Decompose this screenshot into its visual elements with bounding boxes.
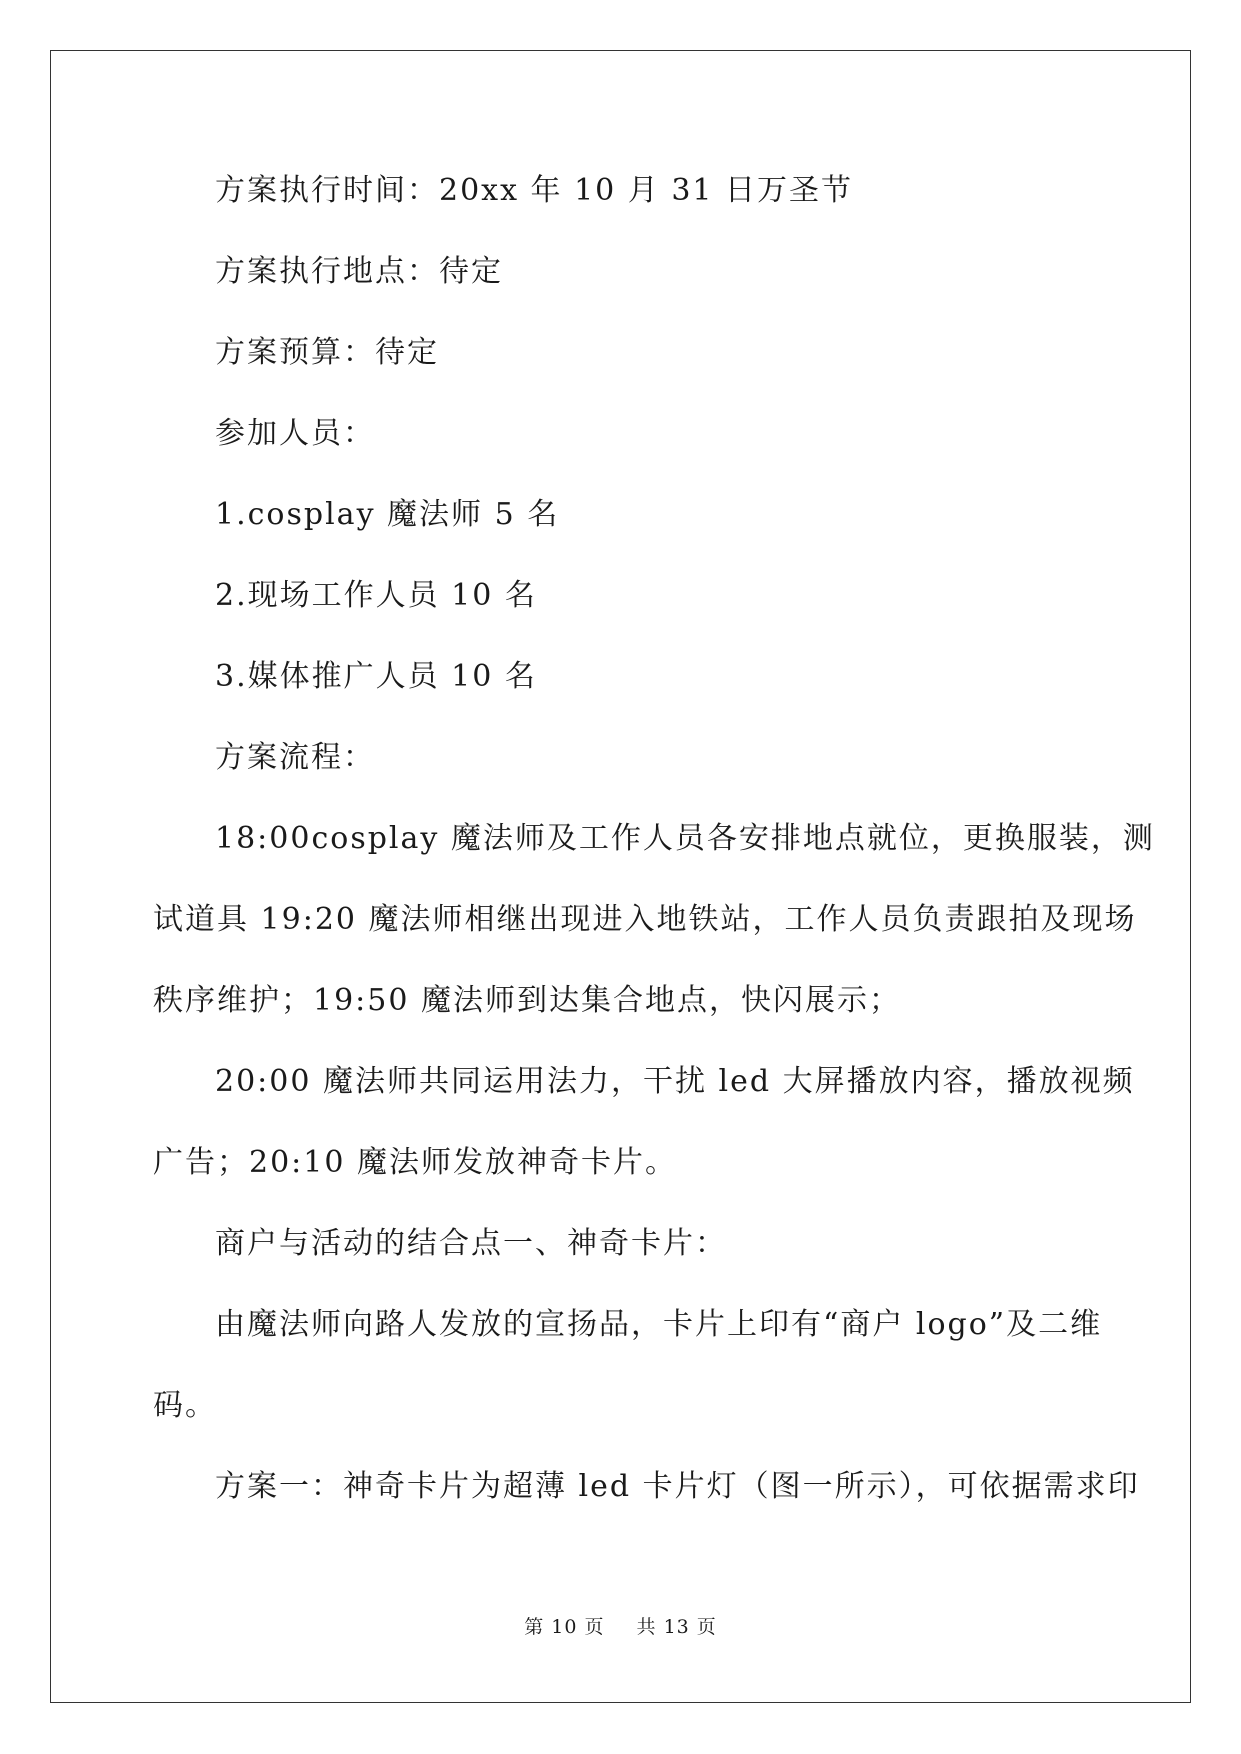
text-line: 码。 bbox=[153, 1388, 217, 1423]
text-line: 方案执行地点：待定 bbox=[215, 254, 503, 289]
list-item-cosplay bbox=[153, 474, 1091, 555]
text-line: 广告；20:10 魔法师发放神奇卡片。 bbox=[153, 1145, 677, 1180]
page-footer bbox=[0, 1612, 1241, 1639]
paragraph-process-1800 bbox=[153, 798, 1155, 1041]
paragraph-process-heading bbox=[153, 717, 1091, 798]
paragraph-process-2000 bbox=[153, 1041, 1135, 1203]
text-line: 方案预算：待定 bbox=[215, 335, 439, 370]
text-line: 3.媒体推广人员 10 名 bbox=[215, 659, 537, 694]
text-line: 18:00cosplay 魔法师及工作人员各安排地点就位，更换服装，测 bbox=[215, 821, 1155, 856]
paragraph-plan-one bbox=[153, 1446, 1140, 1527]
paragraph-execution-time bbox=[153, 150, 1091, 231]
text-line: 由魔法师向路人发放的宣扬品，卡片上印有“商户 logo”及二维 bbox=[215, 1307, 1103, 1342]
text-line: 试道具 19:20 魔法师相继出现进入地铁站，工作人员负责跟拍及现场 bbox=[153, 902, 1137, 937]
text-line: 方案一：神奇卡片为超薄 led 卡片灯（图一所示），可依据需求印 bbox=[215, 1469, 1140, 1504]
text-line: 2.现场工作人员 10 名 bbox=[215, 578, 537, 613]
text-line: 20:00 魔法师共同运用法力，干扰 led 大屏播放内容，播放视频 bbox=[215, 1064, 1135, 1099]
text-line: 商户与活动的结合点一、神奇卡片： bbox=[215, 1226, 727, 1261]
paragraph-participants-heading bbox=[153, 393, 1091, 474]
paragraph-card-description bbox=[153, 1284, 1103, 1446]
page-number: 第 10 页 bbox=[524, 1616, 605, 1638]
text-line: 秩序维护；19:50 魔法师到达集合地点，快闪展示； bbox=[153, 983, 901, 1018]
text-line: 方案执行时间：20xx 年 10 月 31 日万圣节 bbox=[215, 173, 854, 208]
list-item-media bbox=[153, 636, 1091, 717]
text-line: 1.cosplay 魔法师 5 名 bbox=[215, 497, 560, 532]
paragraph-execution-location bbox=[153, 231, 1091, 312]
paragraph-merchant-heading bbox=[153, 1203, 1091, 1284]
page-total: 共 13 页 bbox=[636, 1616, 717, 1638]
paragraph-budget bbox=[153, 312, 1091, 393]
list-item-staff bbox=[153, 555, 1091, 636]
text-line: 方案流程： bbox=[215, 740, 375, 775]
text-line: 参加人员： bbox=[215, 416, 375, 451]
